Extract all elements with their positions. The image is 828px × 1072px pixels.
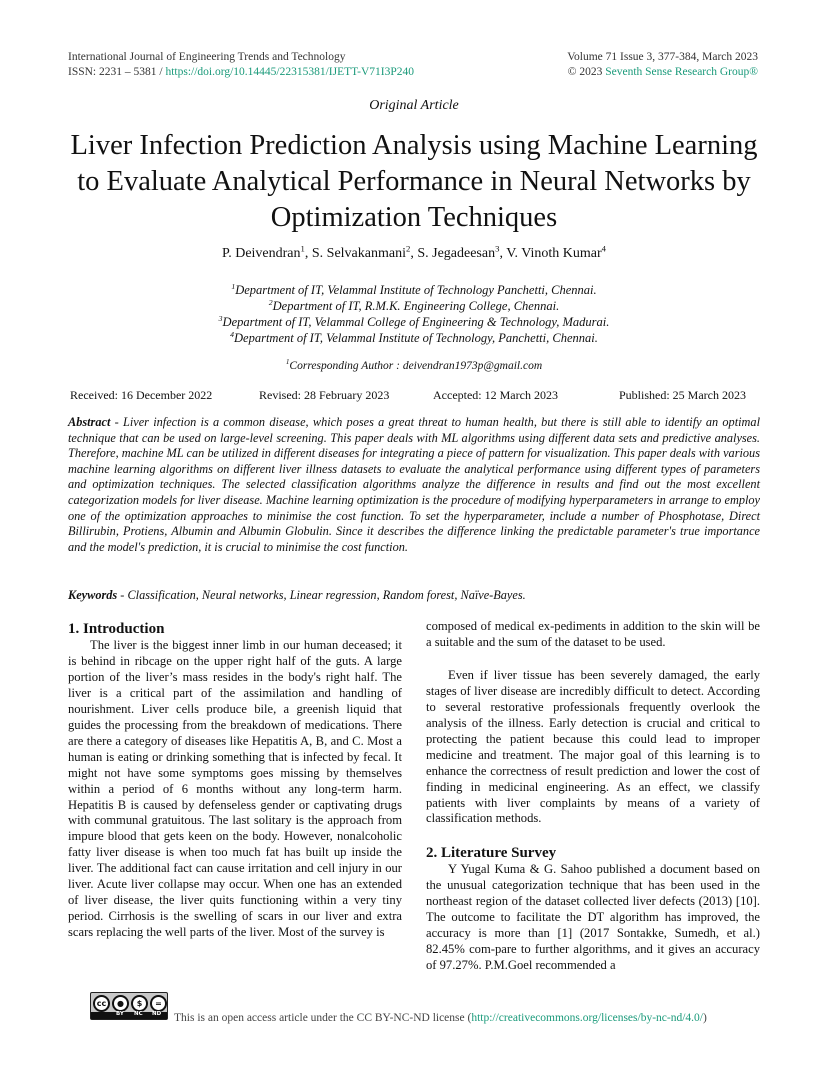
corresponding-author: $^1$Corresponding Author : deivendran1973p@gmail.com bbox=[285, 358, 543, 372]
author-list bbox=[0, 243, 828, 262]
issn: ISSN: 2231 – 5381 / bbox=[68, 66, 166, 78]
right-paragraph-2: Even if liver tissue has been severely damaged, the early stages of liver disease are incredibly difficult to detect. According to several restorative professionals frequently overlook the analysis of the illness. Early detection is crucial and critical to protecting the patient because this could lead to improper medicine and treatment. The major goal of this learning is to enhance the correctness of result prediction and lower the cost of finding in medicinal engineering. As an effect, we classify patients with liver complaints by means of a variety of classification methods. bbox=[426, 667, 760, 826]
author: P. Deivendran$^1$, bbox=[221, 243, 312, 261]
affiliation: $^1$Department of IT, Velammal Institute of Technology Panchetti, Chennai. bbox=[231, 281, 597, 297]
paper-title: Liver Infection Prediction Analysis using Machine Learning to Evaluate Analytical Performance in Neural Networks by Optimization Techniques bbox=[70, 130, 758, 233]
affiliation: $^4$Department of IT, Velammal Institute of Technology, Panchetti, Chennai. bbox=[230, 329, 598, 345]
right-column bbox=[426, 619, 760, 974]
license-link[interactable]: http://creativecommons.org/licenses/by-nc-nd/4.0/ bbox=[471, 1012, 703, 1024]
cc-icon: cc bbox=[93, 995, 110, 1012]
journal-name: International Journal of Engineering Trends and Technology bbox=[68, 51, 346, 63]
affiliation: $^3$Department of IT, Velammal College of Engineering & Technology, Madurai. bbox=[218, 313, 610, 329]
affiliations bbox=[0, 282, 828, 346]
abstract bbox=[68, 415, 760, 555]
volume-info: Volume 71 Issue 3, 377-384, March 2023 bbox=[567, 51, 758, 63]
license-text: This is an open access article under the CC BY-NC-ND license (http://creativecommons.org/licenses/by-nc-nd/4.0/) bbox=[174, 1012, 707, 1024]
publisher-link[interactable]: Seventh Sense Research Group® bbox=[605, 66, 758, 78]
noderivatives-icon: = bbox=[150, 995, 167, 1012]
nc-label: NC bbox=[134, 1011, 143, 1017]
volume-header bbox=[567, 50, 758, 80]
keywords bbox=[68, 588, 760, 603]
published-date: Published: 25 March 2023 bbox=[619, 388, 746, 402]
left-column bbox=[68, 620, 402, 941]
right-paragraph-1: composed of medical ex-pediments in addition to the skin will be a suitable and the sum of the dataset to be used. bbox=[426, 619, 760, 649]
section-heading-literature-survey: 2. Literature Survey bbox=[426, 845, 557, 862]
revised-date: Revised: 28 February 2023 bbox=[259, 388, 390, 402]
abstract-label: Abstract bbox=[68, 415, 111, 429]
doi-link[interactable]: https://doi.org/10.14445/22315381/IJETT-V71I3P240 bbox=[165, 66, 414, 78]
accepted-date: Accepted: 12 March 2023 bbox=[433, 388, 558, 402]
literature-paragraph: Y Yugal Kuma & G. Sahoo published a document based on the unusual categorization technique that has been used in the northeast region of the dataset collected liver defects (2013) [10]. The outcome to facilitate the DT algorithm has improved, the accuracy is more than [1] (2017 Sontakke, Sumedh, et al.) 82.45% com-pare to further algorithms, and it gives an accuracy of 97.27%. P.M.Goel recommended a bbox=[426, 862, 760, 973]
affiliation: $^2$Department of IT, R.M.K. Engineering College, Chennai. bbox=[268, 297, 560, 313]
issn-doi-line bbox=[68, 65, 414, 80]
keywords-text: - Classification, Neural networks, Linear regression, Random forest, Naïve-Bayes. bbox=[117, 588, 526, 602]
abstract-text: - Liver infection is a common disease, which poses a great threat to human health, but there is still able to identify an optimal technique that can be used on large-level screening. This paper deals with ML algorithms using different data sets and predictive analyses. Therefore, machine ML can be utilized in different diseases for integrating a piece of pattern for visualization. This paper deals with various machine learning algorithms on different liver illness datasets to evaluate the analytical performance using different types of parameters and optimization techniques. The selected classification algorithms analyze the difference in results and find out the most excellent categorization models for liver disease. Machine learning optimization is the procedure of modifying hyperparameters in arrange to employ one of the optimization approaches to minimise the cost function. To set the hyperparameter, include a number of Phosphotase, Direct Billirubin, Protiens, Albumin and Albumin Globulin. Since it describes the difference linking the predictable parameter's true importance and the model's prediction, it is crucial to minimise the cost function. bbox=[68, 415, 760, 554]
article-type: Original Article bbox=[369, 98, 459, 113]
section-heading-introduction: 1. Introduction bbox=[68, 621, 165, 637]
received-date: Received: 16 December 2022 bbox=[70, 388, 213, 402]
nd-label: ND bbox=[152, 1011, 162, 1017]
by-label: BY bbox=[116, 1011, 124, 1017]
journal-header bbox=[68, 50, 414, 80]
author: S. Jegadeesan$^3$, bbox=[417, 243, 507, 261]
attribution-icon: ● bbox=[112, 995, 129, 1012]
copyright: © 2023 bbox=[567, 66, 606, 78]
author: V. Vinoth Kumar$^4$ bbox=[506, 243, 607, 261]
license-bar bbox=[91, 1012, 167, 1019]
cc-license-icon[interactable] bbox=[90, 992, 168, 1020]
author: S. Selvakanmani$^2$, bbox=[311, 243, 418, 261]
copyright-line bbox=[567, 65, 758, 80]
introduction-paragraph: The liver is the biggest inner limb in our human deceased; it is behind in ribcage on the upper right half of the guts. A large portion of the liver’s mass resides in the body's right half. The liver is a critical part of the assimilation and handling of nourishment. Liver cells produce bile, a greenish liquid that guides the processing from the breakdown of medications. There are there a category of diseases like Hepatitis A, B, and C. Most a human is eating or drinking something that is infected by fecal. It might not have some symptoms goes missing by themselves within a period of 6 months without any long-term harm. Hepatitis B is caused by defenseless gender or captivating drugs with communal gratuitous. The last solitary is the approach from impure blood that gets keen on the body. However, nonalcoholic fatty liver disease is when too much fat has built up inside the liver. The additional fact can cause irritation and cell injury in our liver. Acute liver collapse may occur. When one has an extended of liver disease, the liver quits functioning within a very tiny period. Cirrhosis is the swelling of scars in our liver and extra scars replacing the well parts of the liver. Most of the survey is bbox=[68, 638, 402, 940]
noncommercial-icon: $ bbox=[131, 995, 148, 1012]
keywords-label: Keywords bbox=[68, 588, 118, 602]
license-footer bbox=[90, 990, 790, 1026]
